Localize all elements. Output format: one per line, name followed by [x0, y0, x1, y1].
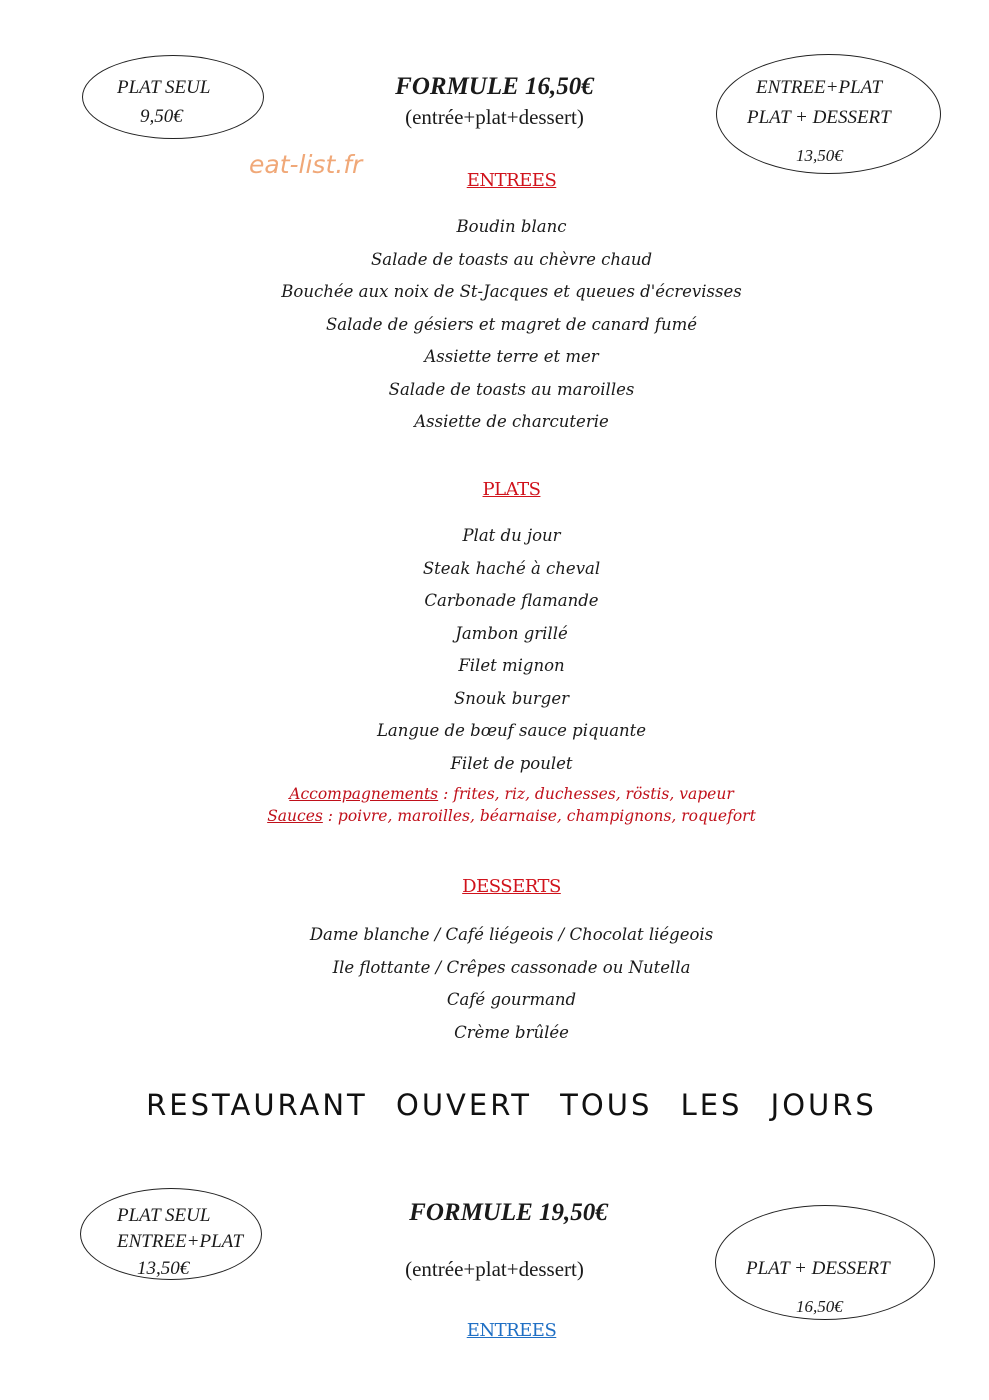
sauces-note [0, 807, 989, 825]
list-item: Carbonade flamande [424, 591, 599, 610]
top-left-oval-price: 9,50€ [140, 106, 183, 127]
bottom-formule-subtitle: (entrée+plat+dessert) [405, 1257, 584, 1281]
list-item: Salade de toasts au maroilles [388, 379, 635, 399]
top-right-oval-line1: ENTREE+PLAT [756, 77, 883, 98]
list-item: Dame blanche / Café liégeois / Chocolat liégeois [309, 925, 714, 944]
list-item: Crème brûlée [454, 1022, 569, 1042]
entrees-list [0, 211, 989, 439]
desserts-list [0, 919, 989, 1049]
list-item: Filet de poulet [450, 753, 573, 773]
list-item: Filet mignon [458, 656, 565, 675]
top-right-oval-line2: PLAT + DESSERT [747, 107, 891, 128]
list-item: Salade de gésiers et magret de canard fumé [325, 314, 697, 334]
list-item: Assiette terre et mer [424, 347, 599, 366]
top-left-oval-label: PLAT SEUL [117, 77, 211, 98]
list-item: Snouk burger [453, 688, 570, 708]
plats-list [0, 520, 989, 780]
accompagnements-note [0, 785, 989, 803]
list-item: Café gourmand [446, 990, 577, 1009]
list-item: Bouchée aux noix de St-Jacques et queues d'écrevisses [281, 282, 742, 301]
bottom-entrees-title: ENTREES [466, 1320, 557, 1341]
sauces-text: : poivre, maroilles, béarnaise, champignons, roquefort [322, 807, 756, 825]
top-right-oval-price: 13,50€ [796, 146, 843, 165]
entrees-title: ENTREES [466, 170, 557, 191]
bottom-formule-title: FORMULE 19,50€ [409, 1199, 608, 1226]
bottom-right-oval-price: 16,50€ [796, 1297, 843, 1316]
sauces-label: Sauces [267, 807, 323, 825]
list-item: Plat du jour [462, 526, 561, 545]
accompagnements-label: Accompagnements [289, 785, 439, 803]
bottom-left-oval-line1: PLAT SEUL [117, 1205, 211, 1226]
desserts-title: DESSERTS [462, 876, 561, 897]
open-every-day-banner: RESTAURANT OUVERT TOUS LES JOURS [146, 1088, 877, 1122]
top-formule-title: FORMULE 16,50€ [395, 73, 594, 100]
list-item: Steak haché à cheval [422, 558, 601, 578]
accompagnements-text: : frites, riz, duchesses, röstis, vapeur [438, 785, 734, 803]
top-formule-subtitle: (entrée+plat+dessert) [405, 105, 584, 129]
list-item: Jambon grillé [455, 623, 568, 643]
list-item: Assiette de charcuterie [414, 412, 609, 431]
list-item: Ile flottante / Crêpes cassonade ou Nutella [332, 957, 691, 977]
list-item: Langue de bœuf sauce piquante [376, 721, 647, 740]
plats-title: PLATS [482, 479, 541, 500]
bottom-right-oval-line1: PLAT + DESSERT [746, 1258, 890, 1279]
list-item: Boudin blanc [456, 217, 567, 236]
list-item: Salade de toasts au chèvre chaud [370, 249, 653, 269]
bottom-left-oval-line2: ENTREE+PLAT [117, 1231, 244, 1252]
watermark: eat-list.fr [249, 150, 363, 179]
bottom-left-oval-price: 13,50€ [137, 1258, 190, 1279]
